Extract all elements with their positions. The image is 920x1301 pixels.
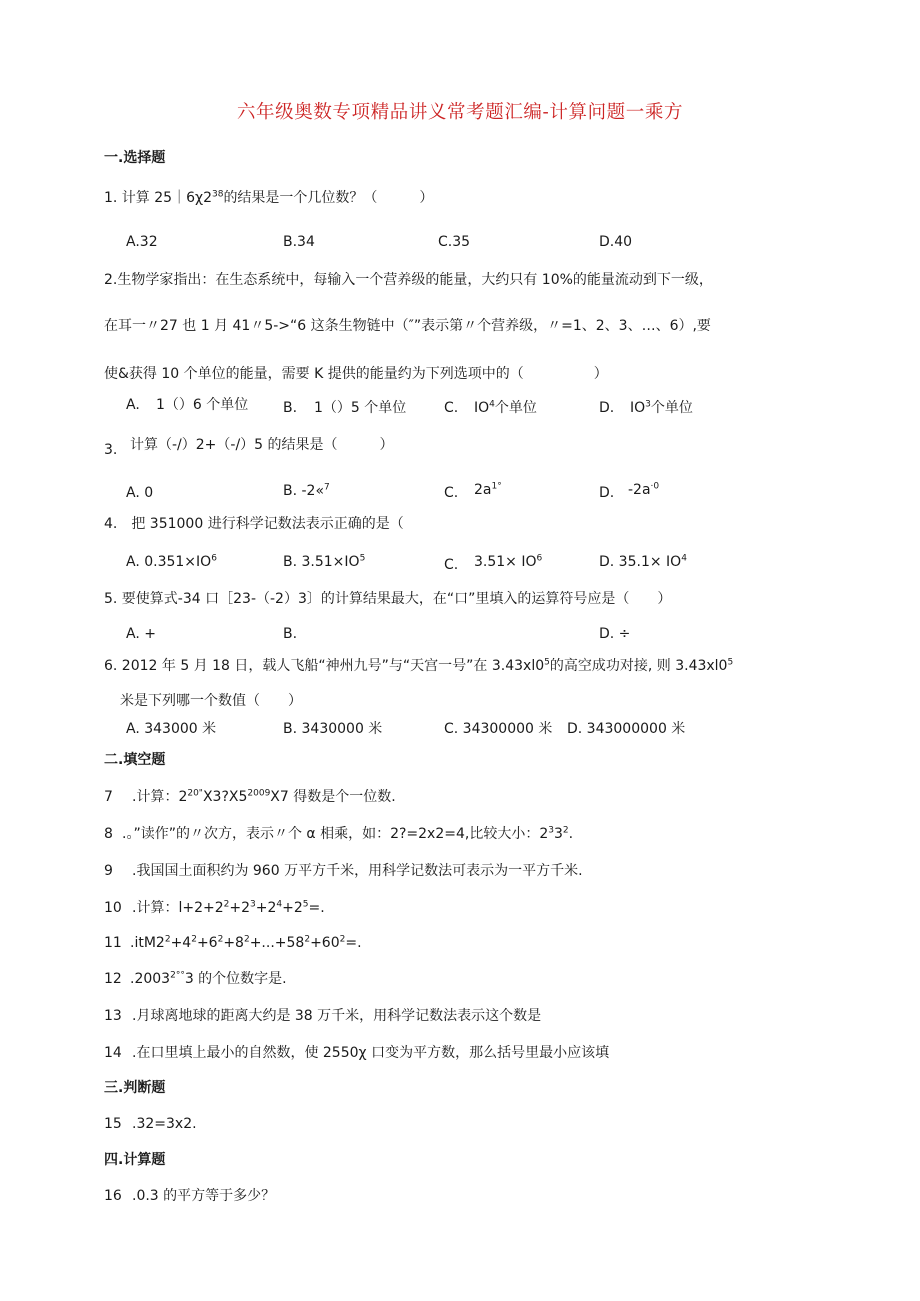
question-8-number: 8 (104, 826, 113, 842)
question-3-number: 3. (104, 442, 118, 458)
q3-option-d-label: D. (599, 485, 615, 501)
q1-option-c: C.35 (438, 234, 471, 250)
q6-option-d: D. 343000000 米 (567, 721, 686, 737)
question-10-text: .计算：$l+2+2^2+2^3+2^4+2^5=$. (132, 899, 325, 916)
q5-option-d: D. ÷ (599, 626, 631, 642)
question-2-line-3: 使&获得 10 个单位的能量，需要 K 提供的能量约为下列选项中的（ ） (104, 366, 608, 382)
q3-option-b: B. -2«$^7$ (283, 482, 330, 499)
question-14-text: .在口里填上最小的自然数，使 2550χ 口变为平方数，那么括号里最小应该填 (132, 1045, 610, 1061)
question-6-line-1: 6. 2012 年 5 月 18 日，载人飞船“神州九号”与“天宫一号”在 $3.43xl0^5$的高空成功对接, 则 $3.43xl0^5$ (104, 657, 734, 674)
q2-option-d: $IO^3$个单位 (630, 399, 693, 416)
question-13-number: 13 (104, 1008, 122, 1024)
question-16-text: .0.3 的平方等于多少？ (132, 1188, 276, 1204)
question-15-number: 15 (104, 1116, 122, 1132)
page-title: 六年级奥数专项精品讲义常考题汇编-计算问题一乘方 (236, 102, 684, 123)
q4-option-d: D. $35.1\times IO^4$ (599, 553, 687, 570)
question-16-number: 16 (104, 1188, 122, 1204)
question-7-text: .计算：$2^{20"}X3?X5^{2009}X7$ 得数是个一位数. (132, 788, 396, 805)
q2-option-c: $IO^4$个单位 (474, 399, 537, 416)
question-2-line-2: 在耳一〃27 也 1 月 41〃5->“6 这条生物链中（″”表示第〃个营养级，〃=1、2、3、…、6）,要 (104, 318, 711, 334)
q5-option-a: A. + (126, 626, 156, 642)
question-8-text: .。”读作”的〃次方，表示〃个 α 相乘，如：2?=2x2=4,比较大小：$2^33^2$. (122, 825, 574, 842)
question-3-text: 计算（-/）2+（-/）5 的结果是（ ） (130, 437, 394, 453)
q5-option-b: B. (283, 626, 298, 642)
question-9-text: .我国国土面积约为 960 万平方千米，用科学记数法可表示为一平方千米. (132, 863, 583, 879)
q4-option-a: A. $0.351\times IO^6$ (126, 553, 217, 570)
section-heading-choice: 一.选择题 (104, 150, 166, 166)
q3-option-c-label: C. (444, 485, 459, 501)
question-9-number: 9 (104, 863, 113, 879)
question-5-text: 5. 要使算式-34 口［23-（-2）3〕的计算结果最大，在“口”里填入的运算符号应是（ ） (104, 591, 672, 607)
q2-option-c-label: C. (444, 400, 459, 416)
section-heading-judge: 三.判断题 (104, 1080, 166, 1096)
q2-option-a-label: A. (126, 397, 140, 413)
question-12-number: 12 (104, 971, 122, 987)
question-14-number: 14 (104, 1045, 122, 1061)
q1-option-d: D.40 (599, 234, 633, 250)
question-12-text: $.2003^{2^\circ^\circ}3$ 的个位数字是. (130, 970, 287, 987)
q2-option-a: 1（）6 个单位 (156, 397, 249, 413)
q3-option-a: A. 0 (126, 485, 154, 501)
q1-option-a: A.32 (126, 234, 158, 250)
question-2-line-1: 2.生物学家指出：在生态系统中，每输入一个营养级的能量，大约只有 10%的能量流动到下一级， (104, 272, 713, 288)
q6-option-c: C. 34300000 米 (444, 721, 553, 737)
question-7-number: 7 (104, 789, 113, 805)
q2-option-b: 1（）5 个单位 (314, 400, 407, 416)
section-heading-fill: 二.填空题 (104, 752, 166, 768)
question-10-number: 10 (104, 900, 122, 916)
section-heading-calc: 四.计算题 (104, 1152, 166, 1168)
q3-option-d: $-2a^{\cdot 0}$ (628, 481, 660, 498)
q6-option-b: B. 3430000 米 (283, 721, 383, 737)
q1-option-b: B.34 (283, 234, 315, 250)
q3-option-c: $2a^{1^\circ}$ (474, 481, 502, 498)
question-15-text: .32=3x2. (132, 1116, 197, 1132)
q2-option-d-label: D. (599, 400, 615, 416)
question-6-line-2: 米是下列哪一个数值（ ） (120, 693, 302, 709)
question-1-text: 1. 计算 $25|6\chi 2^{38}$的结果是一个几位数？（ ） (104, 189, 434, 206)
question-11-number: 11 (104, 935, 122, 951)
q4-option-b: B. $3.51\times IO^5$ (283, 553, 366, 570)
q2-option-b-label: B. (283, 400, 298, 416)
q6-option-a: A. 343000 米 (126, 721, 217, 737)
question-11-text: $.itM2^2+4^2+6^2+8^2+...+58^2+60^2=$. (130, 934, 362, 951)
question-4-text: 4. 把 351000 进行科学记数法表示正确的是（ (104, 516, 404, 532)
q4-option-c-label: C. (444, 557, 459, 573)
question-13-text: .月球离地球的距离大约是 38 万千米，用科学记数法表示这个数是 (132, 1008, 542, 1024)
q4-option-c: $3.51\times IO^6$ (474, 553, 543, 570)
